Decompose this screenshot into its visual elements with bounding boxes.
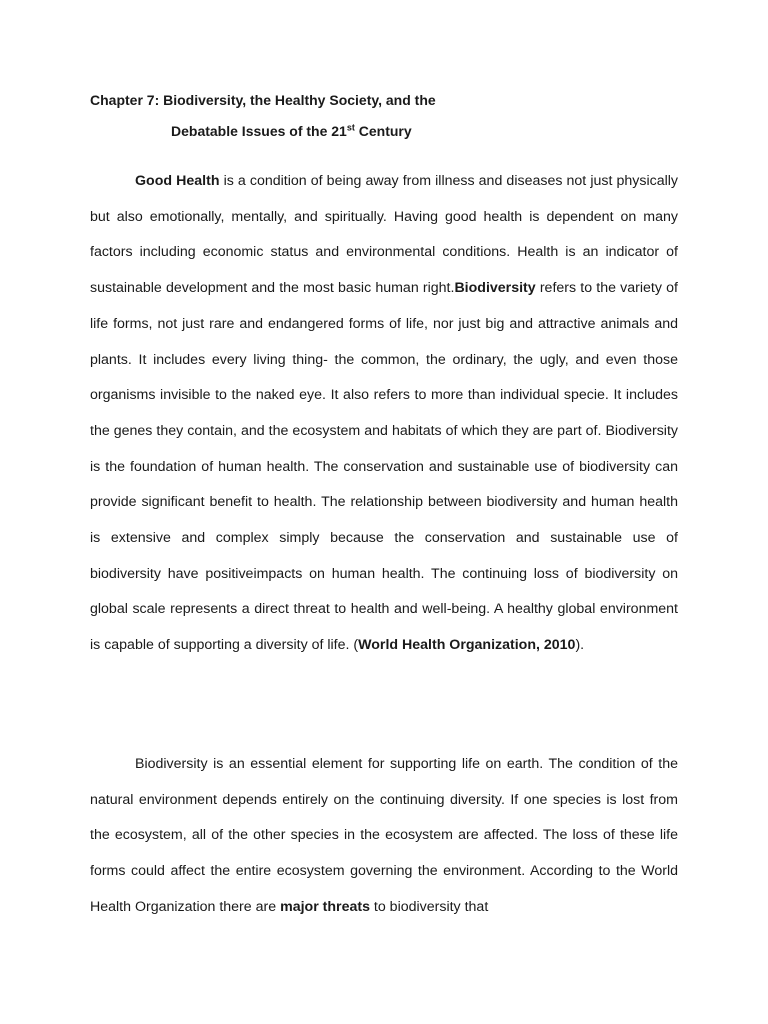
title-line-2-text: Debatable Issues of the 21	[171, 123, 347, 139]
paragraph-1-text-a: is a condition of being away from illness and diseases not just physically but also emotionally, mentally, and spiritually. Having good health is dependent on many factors including economic status and environmental conditions. Health is an indicator of sustainable development and the most basic human right.	[90, 173, 678, 297]
paragraph-2-text-b: to biodiversity that	[369, 898, 489, 915]
biodiversity-term: Biodiversity	[454, 280, 536, 297]
paragraph-1-text-c: ).	[575, 637, 585, 654]
title-line-2-end: Century	[354, 123, 412, 139]
paragraph-2-text-a: Biodiversity is an essential element for supporting life on earth. The condition of the natural environment depends entirely on the continuing diversity. If one species is lost from the ecosystem, all of the other species in the ecosystem are affected. The loss of these life forms could affect the entire ecosystem governing the environment. According to the World Health Organization there are	[90, 756, 678, 915]
good-health-term: Good Health	[135, 173, 220, 189]
title-ordinal-superscript: st	[346, 122, 355, 133]
chapter-title-line-2	[171, 123, 412, 139]
major-threats-term: major threats	[280, 898, 370, 915]
chapter-title-line-1: Chapter 7: Biodiversity, the Healthy Society, and the	[90, 92, 436, 108]
citation-who-2010: World Health Organization, 2010	[358, 637, 576, 654]
paragraph-biodiversity-essential	[90, 747, 678, 926]
paragraph-good-health	[90, 164, 678, 664]
paragraph-1-text-b: refers to the variety of life forms, not just rare and endangered forms of life, nor just big and attractive animals and plants. It includes every living thing- the common, the ordinary, the ugly, and even those organisms invisible to the naked eye. It also refers to more than individual specie. It includes the genes they contain, and the ecosystem and habitats of which they are part of. Biodiversity is the foundation of human health. The conservation and sustainable use of biodiversity can provide significant benefit to health. The relationship between biodiversity and human health is extensive and complex simply because the conservation and sustainable use of biodiversity have positiveimpacts on human health. The continuing loss of biodiversity on global scale represents a direct threat to health and well-being. A healthy global environment is capable of supporting a diversity of life. (	[90, 280, 678, 654]
